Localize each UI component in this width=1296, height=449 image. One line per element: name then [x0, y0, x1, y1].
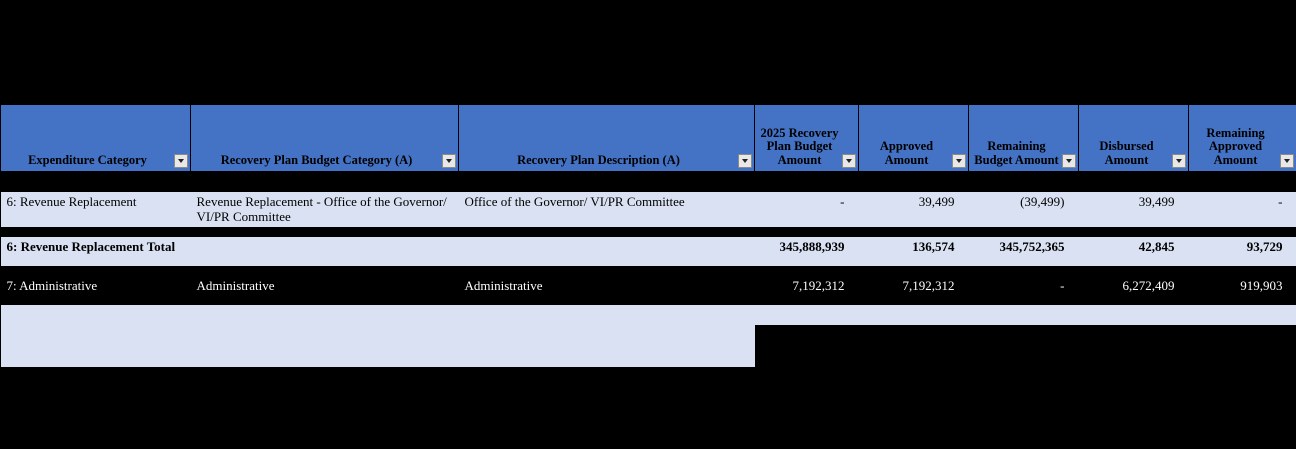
cell-remaining-approved-amount: 919,903 — [1189, 276, 1296, 295]
cell-disbursed-amount: 6,272,409 — [1079, 276, 1189, 295]
filter-dropdown-icon[interactable] — [174, 154, 188, 168]
expenditure-table — [0, 104, 1296, 367]
cell-budget-amount: 7,192,312 — [755, 276, 859, 295]
spacer-row — [1, 305, 1296, 315]
blank-cell-right — [755, 325, 1296, 353]
column-header-recovery-plan-description[interactable] — [459, 105, 755, 172]
column-header-label: 2025 Recovery Plan Budget Amount — [760, 125, 839, 167]
table-header — [1, 105, 1296, 172]
cell-description: Office of the Governor/ VI/PR Committee — [459, 192, 755, 227]
filter-dropdown-icon[interactable] — [442, 154, 456, 168]
column-header-label: Recovery Plan Description (A) — [517, 152, 680, 167]
cell-budget-category: Administrative — [191, 276, 459, 295]
column-header-2025-recovery-plan-budget-amount[interactable] — [755, 105, 859, 172]
cell-remaining-approved-amount-total: 93,729 — [1189, 237, 1296, 256]
column-header-expenditure-category[interactable] — [1, 105, 191, 172]
blank-cell-right — [755, 353, 1296, 367]
table-row-total[interactable] — [1, 237, 1296, 256]
column-header-label: Expenditure Category — [28, 152, 147, 167]
cell-description: Administrative — [459, 276, 755, 295]
cell-expenditure-category: 6: Revenue Replacement — [1, 192, 191, 227]
spacer-row — [1, 182, 1296, 192]
column-header-label: Approved Amount — [879, 139, 934, 167]
filter-dropdown-icon[interactable] — [842, 154, 856, 168]
filter-dropdown-icon[interactable] — [1280, 154, 1294, 168]
column-header-recovery-plan-budget-category[interactable] — [191, 105, 459, 172]
cell-description-total — [459, 237, 755, 256]
column-header-remaining-budget-amount[interactable] — [969, 105, 1079, 172]
cell-expenditure-category-total: 6: Revenue Replacement Total — [1, 237, 191, 256]
spacer-row — [1, 227, 1296, 237]
column-header-disbursed-amount[interactable] — [1079, 105, 1189, 172]
partial-fill-row — [1, 325, 1296, 353]
column-header-label: Remaining Approved Amount — [1206, 125, 1265, 167]
blank-cell-left — [1, 325, 755, 353]
cell-budget-amount-total: 345,888,939 — [755, 237, 859, 256]
table-row[interactable] — [1, 192, 1296, 227]
cell-approved-amount: 7,192,312 — [859, 276, 969, 295]
cell-budget-category-total — [191, 237, 459, 256]
spacer-row — [1, 295, 1296, 305]
cell-expenditure-category: 7: Administrative — [1, 276, 191, 295]
cell-remaining-budget-amount-total: 345,752,365 — [969, 237, 1079, 256]
partial-fill-row — [1, 353, 1296, 367]
spacer-row — [1, 315, 1296, 325]
table-body — [1, 172, 1296, 368]
column-header-label: Recovery Plan Budget Category (A) — [220, 152, 413, 167]
filter-dropdown-icon[interactable] — [1172, 154, 1186, 168]
cell-approved-amount-total: 136,574 — [859, 237, 969, 256]
cell-budget-amount: - — [755, 192, 859, 227]
spacer-row — [1, 256, 1296, 266]
column-header-approved-amount[interactable] — [859, 105, 969, 172]
cell-disbursed-amount: 39,499 — [1079, 192, 1189, 227]
spacer-row — [1, 266, 1296, 276]
column-header-label: Remaining Budget Amount — [974, 139, 1059, 167]
filter-dropdown-icon[interactable] — [952, 154, 966, 168]
filter-dropdown-icon[interactable] — [738, 154, 752, 168]
cell-remaining-budget-amount: - — [969, 276, 1079, 295]
cell-remaining-approved-amount: - — [1189, 192, 1296, 227]
column-header-remaining-approved-amount[interactable] — [1189, 105, 1296, 172]
table-row[interactable] — [1, 276, 1296, 295]
cell-budget-category: Revenue Replacement - Office of the Governor/ VI/PR Committee — [191, 192, 459, 227]
cell-remaining-budget-amount: (39,499) — [969, 192, 1079, 227]
filter-dropdown-icon[interactable] — [1062, 154, 1076, 168]
cell-disbursed-amount-total: 42,845 — [1079, 237, 1189, 256]
column-header-label: Disbursed Amount — [1099, 139, 1154, 167]
spacer-row — [1, 172, 1296, 183]
cell-approved-amount: 39,499 — [859, 192, 969, 227]
blank-cell-left — [1, 353, 755, 367]
